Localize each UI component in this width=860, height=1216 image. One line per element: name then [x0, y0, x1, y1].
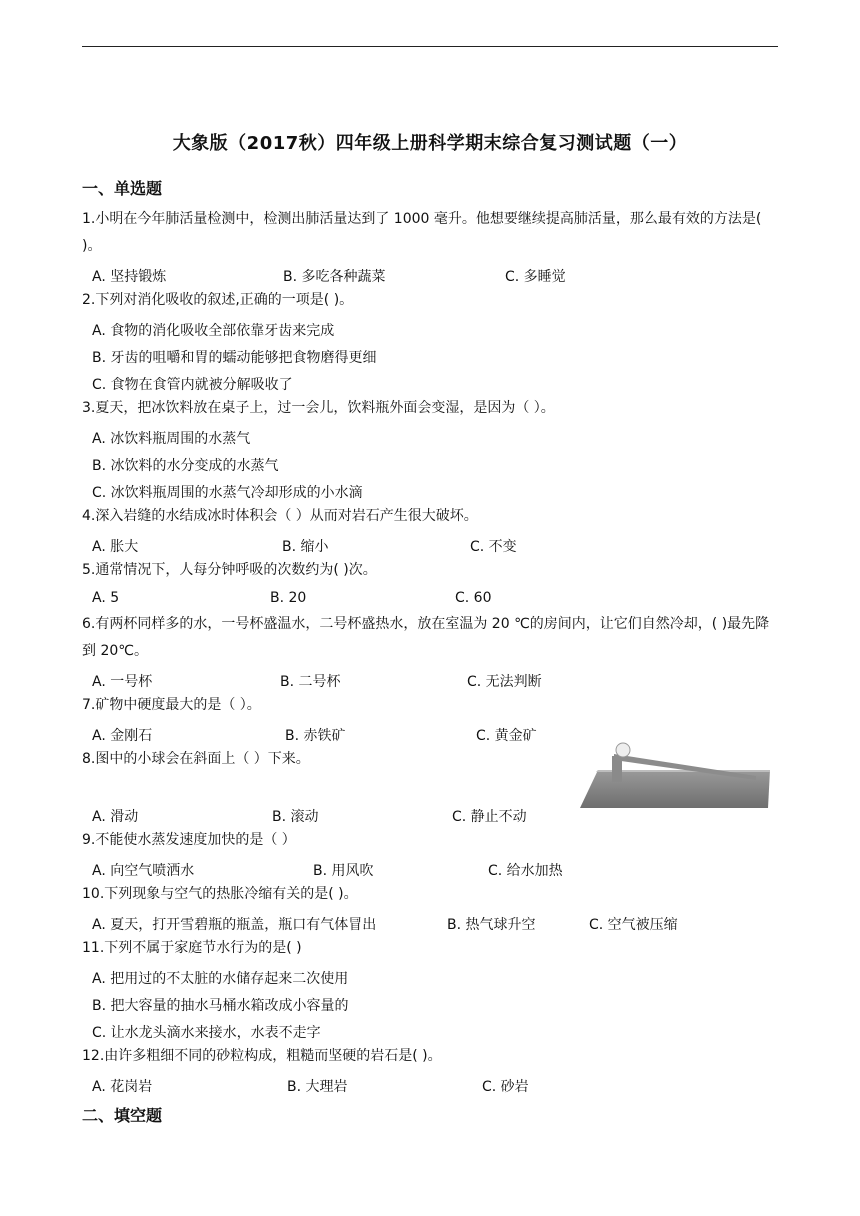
question-6-stem: 6.有两杯同样多的水，一号杯盛温水，二号杯盛热水，放在室温为 20 ℃的房间内，让它们自然冷却，( )最先降到 20℃。 [82, 616, 770, 659]
question-12-stem: 12.由许多粗细不同的砂粒构成，粗糙而坚硬的岩石是( )。 [82, 1048, 442, 1064]
question-1-option-b: B. 多吃各种蔬菜 [283, 269, 386, 285]
inclined-plane-figure [580, 742, 770, 810]
question-5-option-a: A. 5 [92, 590, 120, 606]
question-7-stem: 7.矿物中硬度最大的是（ ）。 [82, 697, 261, 713]
section-heading-single-choice: 一、单选题 [82, 179, 163, 198]
question-6-option-c: C. 无法判断 [467, 674, 542, 690]
question-11-stem: 11.下列不属于家庭节水行为的是( ) [82, 940, 302, 956]
question-2-option-c: C. 食物在食管内就被分解吸收了 [92, 377, 293, 393]
question-8-option-a: A. 滑动 [92, 809, 139, 825]
question-5-option-b: B. 20 [270, 590, 307, 606]
question-7-option-b: B. 赤铁矿 [285, 728, 346, 744]
question-9-option-b: B. 用风吹 [313, 863, 374, 879]
question-10-stem: 10.下列现象与空气的热胀冷缩有关的是( )。 [82, 886, 358, 902]
question-4-option-a: A. 胀大 [92, 539, 139, 555]
question-8-stem: 8.图中的小球会在斜面上（ ）下来。 [82, 751, 310, 767]
question-1-option-c: C. 多睡觉 [505, 269, 566, 285]
document-title: 大象版（2017秋）四年级上册科学期末综合复习测试题（一） [172, 133, 688, 154]
question-3-option-b: B. 冰饮料的水分变成的水蒸气 [92, 458, 279, 474]
question-2-option-a: A. 食物的消化吸收全部依靠牙齿来完成 [92, 323, 335, 339]
question-10-option-a: A. 夏天，打开雪碧瓶的瓶盖，瓶口有气体冒出 [92, 917, 377, 933]
question-11-option-a: A. 把用过的不太脏的水储存起来二次使用 [92, 971, 349, 987]
question-1-option-a: A. 坚持锻炼 [92, 269, 167, 285]
question-9-option-c: C. 给水加热 [488, 863, 563, 879]
question-8-option-b: B. 滚动 [272, 809, 319, 825]
section-heading-fill-in: 二、填空题 [82, 1106, 163, 1125]
question-5-stem: 5.通常情况下，人每分钟呼吸的次数约为( )次。 [82, 562, 377, 578]
header-rule [82, 46, 778, 47]
ball [616, 743, 630, 757]
question-7-option-a: A. 金刚石 [92, 728, 153, 744]
question-12-option-a: A. 花岗岩 [92, 1079, 153, 1095]
question-1-stem: 1.小明在今年肺活量检测中，检测出肺活量达到了 1000 毫升。他想要继续提高肺活量，那么最有效的方法是( )。 [82, 211, 762, 254]
question-3-option-c: C. 冰饮料瓶周围的水蒸气冷却形成的小水滴 [92, 485, 363, 501]
question-8-option-c: C. 静止不动 [452, 809, 527, 825]
question-12-option-b: B. 大理岩 [287, 1079, 348, 1095]
question-4-option-c: C. 不变 [470, 539, 517, 555]
question-2-option-b: B. 牙齿的咀嚼和胃的蠕动能够把食物磨得更细 [92, 350, 377, 366]
question-10-option-b: B. 热气球升空 [447, 917, 536, 933]
question-11-option-c: C. 让水龙头滴水来接水，水表不走字 [92, 1025, 321, 1041]
question-4-option-b: B. 缩小 [282, 539, 329, 555]
question-2-stem: 2.下列对消化吸收的叙述,正确的一项是( )。 [82, 292, 354, 308]
question-6-option-a: A. 一号杯 [92, 674, 153, 690]
question-6-option-b: B. 二号杯 [280, 674, 341, 690]
question-10-option-c: C. 空气被压缩 [589, 917, 678, 933]
question-5-option-c: C. 60 [455, 590, 492, 606]
question-4-stem: 4.深入岩缝的水结成冰时体积会（ ）从而对岩石产生很大破坏。 [82, 508, 478, 524]
question-9-stem: 9.不能使水蒸发速度加快的是（ ） [82, 832, 296, 848]
question-12-option-c: C. 砂岩 [482, 1079, 529, 1095]
question-9-option-a: A. 向空气喷洒水 [92, 863, 195, 879]
base-board-edge [596, 770, 770, 772]
question-3-stem: 3.夏天，把冰饮料放在桌子上，过一会儿，饮料瓶外面会变湿，是因为（ ）。 [82, 400, 555, 416]
question-11-option-b: B. 把大容量的抽水马桶水箱改成小容量的 [92, 998, 349, 1014]
question-3-option-a: A. 冰饮料瓶周围的水蒸气 [92, 431, 251, 447]
question-7-option-c: C. 黄金矿 [476, 728, 537, 744]
